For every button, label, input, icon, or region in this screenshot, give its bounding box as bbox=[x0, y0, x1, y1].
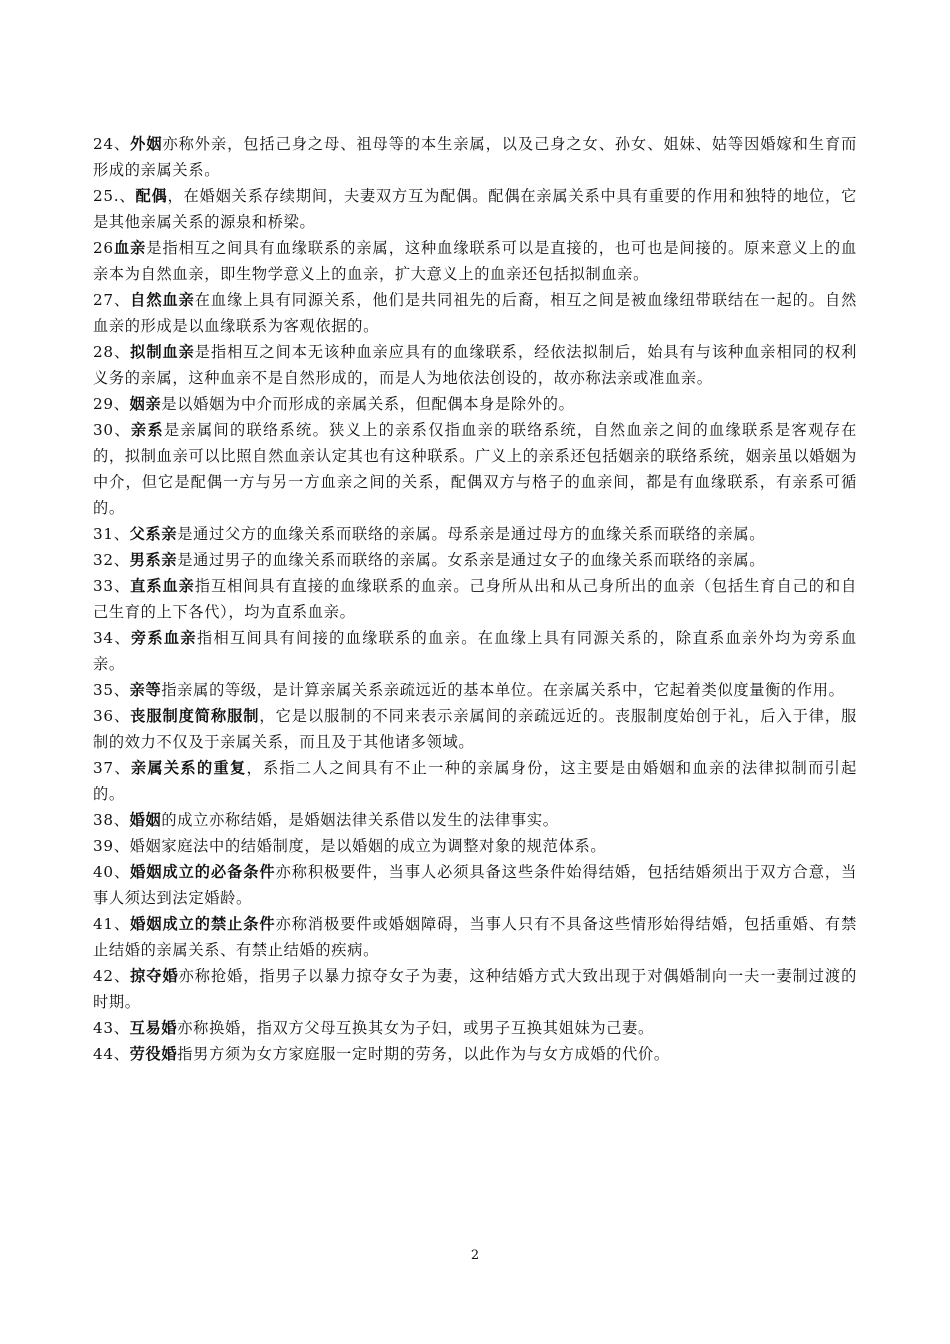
entry-number: 28、 bbox=[93, 343, 131, 361]
entry-term: 劳役婚 bbox=[129, 1045, 178, 1063]
glossary-entry bbox=[93, 963, 857, 1015]
entry-definition: 是指相互之间本无该种血亲应具有的血缘联系，经依法拟制后，始具有与该种血亲相同的权利义务的亲属，这种血亲不是自然形成的，而是人为地依法创设的，故亦称法亲或准血亲。 bbox=[93, 343, 857, 387]
glossary-entry bbox=[93, 547, 857, 573]
entry-term: 自然血亲 bbox=[130, 291, 195, 309]
entry-term: 血亲 bbox=[113, 239, 147, 257]
entry-number: 44、 bbox=[93, 1045, 130, 1063]
entry-number: 36、 bbox=[93, 707, 131, 725]
entry-definition: 是以婚姻为中介而形成的亲属关系，但配偶本身是除外的。 bbox=[161, 395, 575, 413]
entry-definition: 婚姻家庭法中的结婚制度，是以婚姻的成立为调整对象的规范体系。 bbox=[129, 837, 607, 855]
entry-term: 亲系 bbox=[130, 421, 164, 439]
entry-definition: 指男方须为女方家庭服一定时期的劳务，以此作为与女方成婚的代价。 bbox=[177, 1045, 670, 1063]
entry-term: 外姻 bbox=[130, 135, 163, 153]
entry-term: 拟制血亲 bbox=[130, 343, 195, 361]
glossary-entry bbox=[93, 339, 857, 391]
glossary-entry bbox=[93, 859, 857, 911]
entry-number: 24、 bbox=[93, 135, 131, 153]
entry-definition: ，在婚姻关系存续期间，夫妻双方互为配偶。配偶在亲属关系中具有重要的作用和独特的地位，它是其他亲属关系的源泉和桥梁。 bbox=[93, 187, 857, 231]
entry-term: 旁系血亲 bbox=[130, 629, 197, 647]
entry-definition: 在血缘上具有同源关系，他们是共同祖先的后裔，相互之间是被血缘纽带联结在一起的。自然血亲的形成是以血缘联系为客观依据的。 bbox=[93, 291, 857, 335]
page-number: 2 bbox=[470, 1248, 480, 1263]
entry-number: 33、 bbox=[93, 577, 131, 595]
entry-number: 25.、 bbox=[93, 187, 136, 205]
entry-definition: 的成立亦称结婚，是婚姻法律关系借以发生的法律事实。 bbox=[161, 811, 559, 829]
entry-term: 直系血亲 bbox=[130, 577, 195, 595]
entry-number: 29、 bbox=[93, 395, 130, 413]
glossary-entry bbox=[93, 235, 857, 287]
glossary-entry bbox=[93, 1015, 857, 1041]
entry-number: 32、 bbox=[93, 551, 130, 569]
entry-term: 婚姻成立的禁止条件 bbox=[130, 915, 276, 933]
glossary-entry bbox=[93, 703, 857, 755]
entry-number: 37、 bbox=[93, 759, 131, 777]
entry-definition: 是亲属间的联络系统。狭义上的亲系仅指血亲的联络系统，自然血亲之间的血缘联系是客观存在的，拟制血亲可以比照自然血亲认定其也有这种联系。广义上的亲系还包括姻亲的联络系统，姻亲虽以婚姻为中介，但它是配偶一方与另一方血亲之间的关系，配偶双方与格子的血亲间，都是有血缘联系，有亲系可循的。 bbox=[93, 421, 857, 517]
entry-term: 父系亲 bbox=[129, 525, 178, 543]
entry-definition: 亦称消极要件或婚姻障碍，当事人只有不具备这些情形始得结婚，包括重婚、有禁止结婚的亲属关系、有禁止结婚的疾病。 bbox=[93, 915, 857, 959]
entry-definition: 指互相间具有直接的血缘联系的血亲。己身所从出和从己身所出的血亲（包括生育自己的和自己生育的上下各代），均为直系血亲。 bbox=[93, 577, 857, 621]
glossary-entry bbox=[93, 833, 857, 859]
entry-definition: 亦称换婚，指双方父母互换其女为子妇，或男子互换其姐妹为己妻。 bbox=[177, 1019, 654, 1037]
entry-definition: 亦称积极要件，当事人必须具备这些条件始得结婚，包括结婚须出于双方合意，当事人须达到法定婚龄。 bbox=[93, 863, 857, 907]
entry-term: 男系亲 bbox=[129, 551, 178, 569]
entry-number: 38、 bbox=[93, 811, 130, 829]
glossary-entry bbox=[93, 131, 857, 183]
entry-term: 姻亲 bbox=[129, 395, 162, 413]
entry-number: 34、 bbox=[93, 629, 131, 647]
glossary-entry bbox=[93, 417, 857, 521]
entry-number: 39、 bbox=[93, 837, 130, 855]
entry-definition: 亦称抢婚，指男子以暴力掠夺女子为妻，这种结婚方式大致出现于对偶婚制向一夫一妻制过渡的时期。 bbox=[93, 967, 857, 1011]
document-body bbox=[93, 131, 857, 1067]
glossary-entry bbox=[93, 807, 857, 833]
entry-definition: 是通过父方的血缘关系而联络的亲属。母系亲是通过母方的血缘关系而联络的亲属。 bbox=[177, 525, 766, 543]
entry-number: 43、 bbox=[93, 1019, 130, 1037]
glossary-entry bbox=[93, 391, 857, 417]
glossary-entry bbox=[93, 625, 857, 677]
glossary-entry bbox=[93, 1041, 857, 1067]
entry-number: 41、 bbox=[93, 915, 131, 933]
entry-number: 30、 bbox=[93, 421, 131, 439]
glossary-entry bbox=[93, 287, 857, 339]
entry-definition: ，系指二人之间具有不止一种的亲属身份，这主要是由婚姻和血亲的法律拟制而引起的。 bbox=[93, 759, 857, 803]
entry-definition: 亦称外亲，包括己身之母、祖母等的本生亲属，以及己身之女、孙女、姐妹、姑等因婚嫁和生育而形成的亲属关系。 bbox=[93, 135, 857, 179]
entry-term: 亲等 bbox=[129, 681, 162, 699]
entry-term: 配偶 bbox=[135, 187, 168, 205]
entry-number: 40、 bbox=[93, 863, 131, 881]
glossary-entry bbox=[93, 521, 857, 547]
entry-number: 27、 bbox=[93, 291, 131, 309]
entry-term: 婚姻成立的必备条件 bbox=[130, 863, 276, 881]
entry-number: 31、 bbox=[93, 525, 130, 543]
glossary-entry bbox=[93, 183, 857, 235]
entry-term: 掠夺婚 bbox=[130, 967, 179, 985]
glossary-entry bbox=[93, 755, 857, 807]
entry-definition: ，它是以服制的不同来表示亲属间的亲疏远近的。丧服制度始创于礼，后入于律，服制的效力不仅及于亲属关系，而且及于其他诸多领域。 bbox=[93, 707, 857, 751]
entry-definition: 指亲属的等级，是计算亲属关系亲疏远近的基本单位。在亲属关系中，它起着类似度量衡的作用。 bbox=[161, 681, 845, 699]
entry-term: 亲属关系的重复 bbox=[130, 759, 247, 777]
glossary-entry bbox=[93, 573, 857, 625]
entry-term: 婚姻 bbox=[129, 811, 162, 829]
entry-term: 互易婚 bbox=[129, 1019, 178, 1037]
entry-definition: 是通过男子的血缘关系而联络的亲属。女系亲是通过女子的血缘关系而联络的亲属。 bbox=[177, 551, 766, 569]
glossary-entry bbox=[93, 911, 857, 963]
entry-term: 丧服制度简称服制 bbox=[130, 707, 260, 725]
entry-definition: 指相互间具有间接的血缘联系的血亲。在血缘上具有同源关系的，除直系血亲外均为旁系血亲。 bbox=[93, 629, 857, 673]
glossary-entry bbox=[93, 677, 857, 703]
entry-number: 42、 bbox=[93, 967, 131, 985]
entry-number: 26 bbox=[93, 239, 114, 257]
entry-definition: 是指相互之间具有血缘联系的亲属，这种血缘联系可以是直接的，也可也是间接的。原来意义上的血亲本为自然血亲，即生物学意义上的血亲，扩大意义上的血亲还包括拟制血亲。 bbox=[93, 239, 857, 283]
entry-number: 35、 bbox=[93, 681, 130, 699]
